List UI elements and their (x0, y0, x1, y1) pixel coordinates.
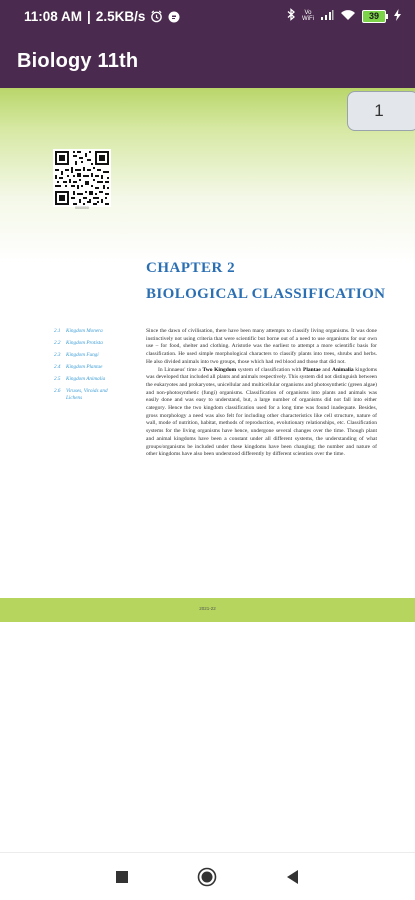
page-footer (0, 598, 415, 622)
charging-icon (394, 9, 401, 24)
term-plantae: Plantae (303, 366, 321, 373)
status-bar (0, 0, 415, 34)
qr-caption: 0000000 (75, 206, 89, 210)
app-title: Biology 11th (17, 50, 139, 72)
toc-number: 2.2 (54, 340, 61, 346)
toc-number: 2.5 (54, 376, 61, 382)
toc-label: Kingdom Protista (66, 340, 103, 346)
toc-label: Kingdom Fungi (66, 352, 99, 358)
signal-icon (320, 9, 334, 24)
chapter-title: BIOLOGICAL CLASSIFICATION (146, 286, 386, 302)
toc-number: 2.4 (54, 364, 61, 370)
alarm-icon (150, 10, 163, 23)
paragraph-1: Since the dawn of civilisation, there have been many attempts to classify living organisms. It was done instinctively not using criteria that were scientific but borne out of a need to use organisms for our own use – for food, shelter and clothing. Aristotle was the earliest to attempt a more scientific basis for classification. He used simple morphological characters to classify plants into trees, shrubs and herbs. He also divided animals into two groups, those which had red blood and those that did not. (146, 328, 377, 365)
toc-label: Kingdom Monera (66, 328, 103, 334)
toc-item (54, 328, 126, 335)
vowifi-top-label: Vo (304, 10, 312, 16)
home-circle-icon[interactable] (197, 867, 217, 887)
para2-rest: kingdoms was developed that included all plants and animals respectively. This system did not distinguish between the eukaryotes and prokaryotes, unicellular and multicellular organisms and photosynthetic (green algae) and non-photosynthetic (fungi) organisms. Classification of organisms into plants and animals was easily done and was easy to understand, but, a large number of organisms did not fall into either category. Hence the two kingdom classification used for a long time was found inadequate. Besides, gross morphology a need was also felt for including other characteristics like cell structure, nature of wall, mode of nutrition, habitat, methods of reproduction, evolutionary relationships, etc. Classification systems for the living organisms have hence, undergone several changes over the time. Though plant and animal kingdoms have been a constant under all different systems, the understanding of what groups/organisms be included under these kingdoms have been changing; the number and nature of other kingdoms have also been understood differently by different scientists over the time. (146, 366, 378, 458)
status-separator: | (87, 9, 91, 24)
battery-tip (386, 14, 388, 19)
paragraph-2 (146, 367, 377, 459)
qr-code (53, 149, 111, 207)
recents-square-icon[interactable] (112, 867, 132, 887)
toc-item (54, 388, 116, 402)
toc-item (54, 376, 106, 383)
para2-mid1: system of classification with (236, 366, 304, 373)
wifi-icon (340, 9, 356, 24)
toc-label: Kingdom Animalia (66, 376, 106, 382)
toc-number: 2.3 (54, 352, 61, 358)
chapter-body-text (146, 328, 377, 459)
battery-icon (362, 10, 388, 23)
app-notification-icon (168, 11, 180, 23)
pdf-page[interactable] (0, 88, 415, 623)
network-speed: 2.5KB/s (95, 9, 146, 24)
term-two-kingdom: Two Kingdom (202, 366, 237, 373)
page-footer-text: 2021-22 (199, 606, 216, 611)
chapter-heading (146, 260, 385, 303)
status-right (287, 8, 401, 24)
toc-label: Viruses, Viroids and Lichens (66, 388, 108, 401)
app-bar (0, 34, 415, 88)
para2-start: In Linnaeus' time a (158, 366, 203, 373)
status-left (24, 9, 180, 24)
toc-item (54, 340, 126, 347)
toc-number: 2.1 (54, 328, 61, 334)
toc-item (54, 364, 126, 371)
back-triangle-icon[interactable] (283, 867, 303, 887)
chapter-contents (54, 328, 126, 407)
bluetooth-icon (287, 8, 296, 24)
term-animalia: Animalia (331, 366, 354, 373)
status-time: 11:08 AM (24, 9, 83, 24)
toc-item (54, 352, 126, 359)
toc-number: 2.6 (54, 388, 61, 394)
vowifi-bottom-label: WiFi (302, 16, 314, 22)
system-nav-bar (0, 852, 415, 900)
vowifi-icon (302, 10, 314, 22)
battery-level: 39 (362, 10, 386, 23)
page-number-indicator[interactable]: 1 (347, 91, 415, 131)
toc-label: Kingdom Plantae (66, 364, 103, 370)
para2-mid2: and (320, 366, 332, 373)
chapter-label: CHAPTER 2 (146, 260, 236, 276)
